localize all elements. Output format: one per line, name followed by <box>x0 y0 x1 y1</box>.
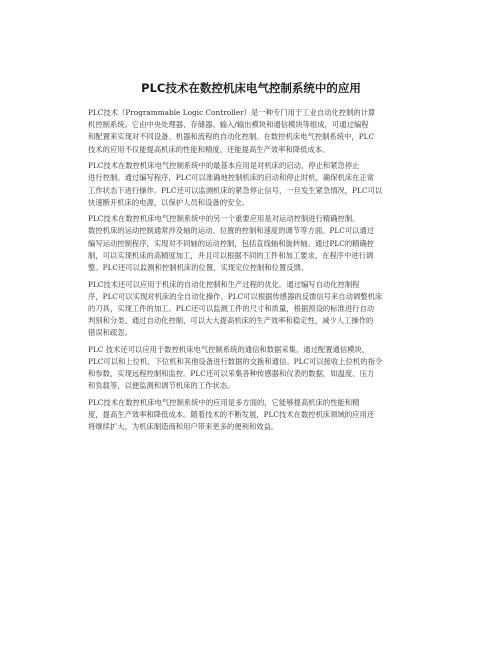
paragraph-line: PLC 技术还可以应用于数控机床电气控制系统的通信和数据采集。通过配置通信模块， <box>88 344 370 354</box>
paragraph-3 <box>88 213 414 274</box>
paragraph-line: 序，PLC可以实现对机床的全自动化操作。PLC可以根据传感器的反馈信号来自动调整机床 <box>88 291 383 301</box>
paragraph-line: 机控制系统。它由中央处理器、存储器、输入/输出模块和通信模块等组成，可通过编程 <box>88 120 369 130</box>
paragraph-line: PLC技术还可以应用于机床的自动化控制和生产过程的优化。通过编写自动化控制程 <box>88 279 360 289</box>
paragraph-line: 度，提高生产效率和降低成本。随着技术的不断发展，PLC技术在数控机床领域的应用还 <box>88 410 375 420</box>
paragraph-line: 编写运动控制程序，实现对不同轴的运动控制，包括直线轴和旋转轴。通过PLC的精确控 <box>88 238 375 248</box>
paragraph-5 <box>88 344 414 393</box>
paragraph-1 <box>88 107 414 156</box>
paragraph-line: 和配置来实现对不同设备、机器和流程的自动化控制。在数控机床电气控制系统中，PLC <box>88 132 375 142</box>
paragraph-line: 整。PLC还可以监测和控制机床的位置，实现定位控制和位置反馈。 <box>88 263 309 273</box>
paragraph-line: PLC技术在数控机床电气控制系统中的另一个重要应用是对运动控制进行精确控制。 <box>88 214 360 224</box>
paragraph-line: 数控机床的运动控制通常涉及轴的运动、位置的控制和速度的调节等方面。PLC可以通过 <box>88 226 375 236</box>
document-title: PLC技术在数控机床电气控制系统中的应用 <box>141 81 361 95</box>
paragraph-line: 快速断开机床的电源，以保护人员和设备的安全。 <box>88 197 249 207</box>
paragraph-line: 进行控制。通过编写程序，PLC可以准确地控制机床的启动和停止时机，确保机床在正常 <box>88 173 375 183</box>
paragraph-line: 错误和疏忽。 <box>88 328 132 338</box>
paragraph-4 <box>88 279 414 340</box>
paragraph-line: 和负载等，以便监测和调节机床的工作状态。 <box>88 381 235 391</box>
paragraph-line: 判别和分类。通过自动化控制，可以大大提高机床的生产效率和稳定性，减少人工操作的 <box>88 316 374 326</box>
paragraph-line: PLC技术在数控机床电气控制系统中的应用是多方面的，它能够提高机床的性能和精 <box>88 397 360 407</box>
paragraph-line: 和参数，实现远程控制和监控。PLC还可以采集各种传感器和仪表的数据，如温度、压力 <box>88 369 375 379</box>
paragraph-line: 工作状态下进行操作。PLC还可以监测机床的紧急停止信号，一旦发生紧急情况，PLC可以 <box>88 185 383 195</box>
paragraph-line: 将继续扩大，为机床制造商和用户带来更多的便利和效益。 <box>88 422 279 432</box>
document-body <box>88 107 414 438</box>
paragraph-line: PLC技术在数控机床电气控制系统中的最基本应用是对机床的启动、停止和紧急停止 <box>88 161 360 171</box>
paragraph-line: PLC可以和上位机、下位机和其他设备进行数据的交换和通信。PLC可以接收上位机的指令 <box>88 357 383 367</box>
paragraph-2 <box>88 160 414 209</box>
paragraph-line: PLC技术（Programmable Logic Controller）是一种专门用于工业自动化控制的计算 <box>88 108 376 117</box>
paragraph-line: 技术的应用不仅能提高机床的性能和精度，还能提高生产效率和降低成本。 <box>88 144 330 154</box>
paragraph-line: 制，可以实现机床的高精度加工，并且可以根据不同的工件和加工要求，在程序中进行调 <box>88 250 374 260</box>
paragraph-line: 的刀具，实现工件的加工。PLC还可以监测工件的尺寸和质量，根据预设的标准进行自动 <box>88 303 375 313</box>
paragraph-6 <box>88 397 414 434</box>
